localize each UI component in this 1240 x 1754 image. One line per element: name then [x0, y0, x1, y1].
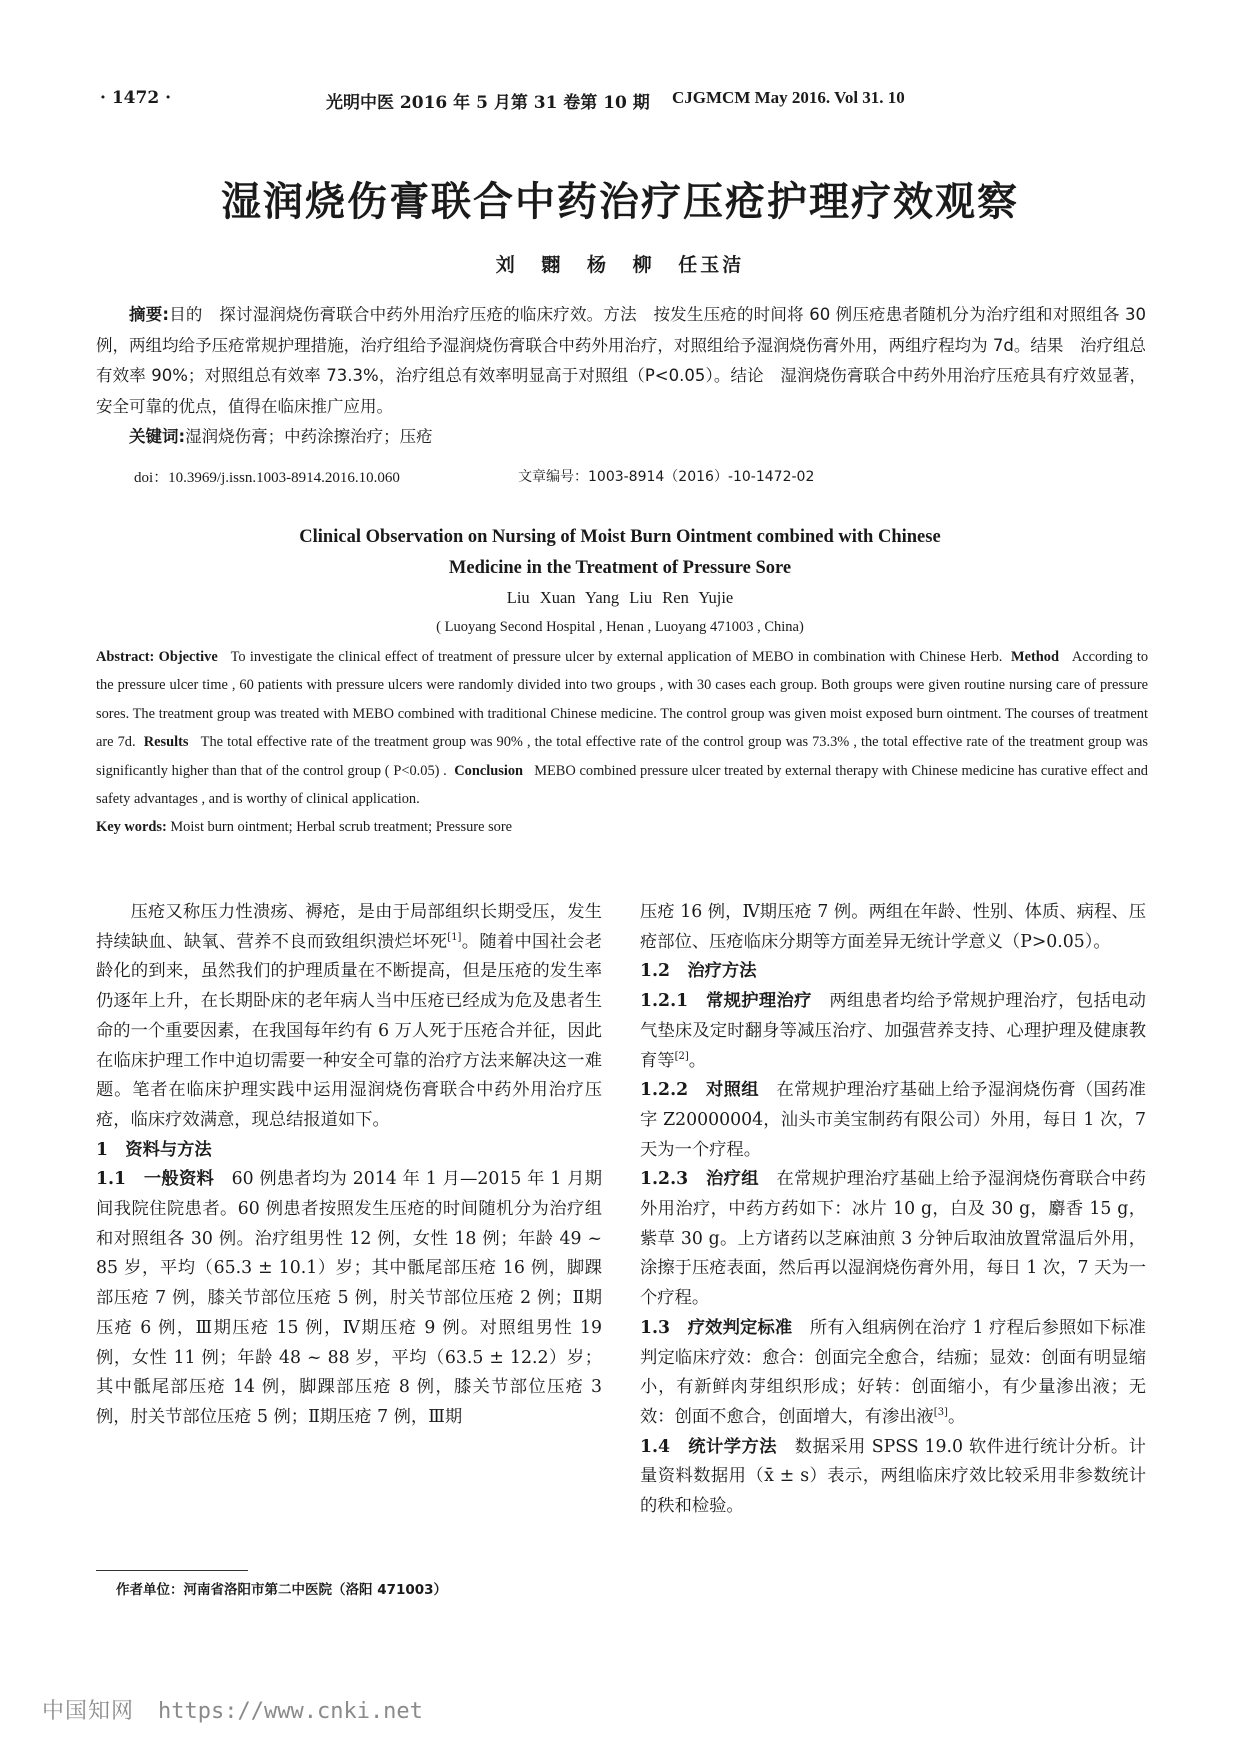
english-affiliation: ( Luoyang Second Hospital , Henan , Luoyang 471003 , China) [436, 619, 804, 635]
ref-1: [1] [447, 931, 462, 943]
section-1-2-1-heading: 常规护理治疗 [706, 991, 812, 1012]
continued-text: 压疮 16 例，Ⅳ期压疮 7 例。两组在年龄、性别、体质、病程、压疮部位、压疮临床分期等方面差异无统计学意义（P>0.05）。 [640, 902, 1146, 952]
paper-title: 湿润烧伤膏联合中药治疗压疮护理疗效观察 [221, 179, 1019, 225]
en-keywords-label: Key words: [96, 819, 167, 836]
english-title [0, 522, 1240, 584]
body-right-column [640, 898, 1146, 1522]
section-1-3-number: 1.3 [640, 1317, 671, 1338]
conclusion-label: Conclusion [454, 762, 524, 779]
page-number: · 1472 · [100, 88, 171, 108]
cnki-url: https://www.cnki.net [158, 1699, 423, 1724]
abstract-cn [96, 300, 1146, 453]
journal-cn: 光明中医 2016 年 5 月第 31 卷第 10 期 [326, 93, 650, 113]
english-title-line1: Clinical Observation on Nursing of Moist Burn Ointment combined with Chinese [299, 527, 941, 547]
section-1-3-heading: 疗效判定标准 [687, 1317, 793, 1338]
english-authors: Liu Xuan Yang Liu Ren Yujie [506, 588, 734, 607]
keywords: 湿润烧伤膏；中药涂擦治疗；压疮 [185, 427, 433, 446]
authors: 刘 翾 杨 柳 任玉洁 [495, 254, 745, 276]
section-1-1-text: 60 例患者均为 2014 年 1 月—2015 年 1 月期间我院住院患者。60 例患者按照发生压疮的时间随机分为治疗组和对照组各 30 例。治疗组男性 12 例，女性 18 例；年龄 49 ~ 85 岁，平均（65.3 ± 10.1）岁；其中骶尾部压疮 16 例，脚踝部压疮 7 例，膝关节部位压疮 5 例，肘关节部位压疮 2 例；Ⅱ期压疮 6 例，Ⅲ期压疮 15 例，Ⅳ期压疮 9 例。对照组男性 19 例，女性 11 例；年龄 48 ~ 88 岁，平均（63.5 ± 12.2）岁；其中骶尾部压疮 14 例，脚踝部压疮 8 例，膝关节部位压疮 3 例，肘关节部位压疮 5 例；Ⅱ期压疮 7 例，Ⅲ期 [96, 1169, 602, 1427]
abstract-objective: To investigate the clinical effect of treatment of pressure ulcer by external application of MEBO in combination with Chinese Herb. [230, 649, 1003, 665]
method-label: Method [1010, 649, 1059, 665]
section-1-2-1-number: 1.2.1 [640, 991, 689, 1012]
abstract-objective-label: Abstract: Objective [96, 649, 218, 665]
section-1-3-end: 。 [947, 1406, 966, 1427]
section-1-2-2-heading: 对照组 [706, 1080, 759, 1101]
section-1-2-1-text: 两组患者均给予常规护理治疗，包括电动气垫床及定时翻身等减压治疗、加强营养支持、心理护理及健康教育等 [640, 991, 1146, 1071]
section-1-heading: 1 资料与方法 [96, 1139, 212, 1160]
abstract-label: 摘要: [129, 305, 169, 324]
section-1-2-3-heading: 治疗组 [706, 1169, 759, 1190]
intro-paragraph [96, 898, 602, 1136]
section-1-2-2-number: 1.2.2 [640, 1080, 689, 1101]
section-1-4-heading: 统计学方法 [688, 1436, 778, 1457]
abstract-text: 目的 探讨湿润烧伤膏联合中药外用治疗压疮的临床疗效。方法 按发生压疮的时间将 60 例压疮患者随机分为治疗组和对照组各 30 例，两组均给予压疮常规护理措施，治疗组给予湿润烧伤膏联合中药外用治疗，对照组给予湿润烧伤膏外用，两组疗程均为 7d。结果 治疗组总有效率 90%；对照组总有效率 73.3%，治疗组总有效率明显高于对照组（P<0.05）。结论 湿润烧伤膏联合中药外用治疗压疮具有疗效显著，安全可靠的优点，值得在临床推广应用。 [96, 305, 1146, 416]
english-title-line2: Medicine in the Treatment of Pressure Sore [448, 558, 792, 578]
section-1-4-number: 1.4 [640, 1436, 671, 1457]
journal-en: CJGMCM May 2016. Vol 31. 10 [672, 88, 905, 107]
intro-text-a: 压疮又称压力性溃疡、褥疮，是由于局部组织长期受压，发生持续缺血、缺氧、营养不良而致组织溃烂坏死 [96, 902, 602, 952]
body-left-column [96, 898, 602, 1433]
ref-3: [3] [933, 1407, 948, 1419]
results-label: Results [143, 734, 189, 751]
section-1-2-3-number: 1.2.3 [640, 1169, 689, 1190]
section-1-4-text: 数据采用 SPSS 19.0 软件进行统计分析。计量资料数据用（x̄ ± s）表示，两组临床疗效比较采用非参数统计的秩和检验。 [640, 1436, 1146, 1517]
doi: doi：10.3969/j.issn.1003-8914.2016.10.060 [134, 470, 400, 486]
abstract-results: The total effective rate of the treatment group was 90% , the total effective rate of the control group was 73.3% , the total effective rate of the treatment group was significantly higher than that of the control group ( P<0.05) . [96, 734, 1149, 779]
section-1-3-text: 所有入组病例在治疗 1 疗程后参照如下标准判定临床疗效：愈合：创面完全愈合，结痂；显效：创面有明显缩小，有新鲜肉芽组织形成；好转：创面缩小，有少量渗出液；无效：创面不愈合，创面增大，有渗出液 [640, 1317, 1146, 1427]
section-1-2-3-text: 在常规护理治疗基础上给予湿润烧伤膏联合中药外用治疗，中药方药如下：冰片 10 g，白及 30 g，麝香 15 g，紫草 30 g。上方诸药以芝麻油煎 3 分钟后取油放置常温后外用，涂擦于压疮表面，然后再以湿润烧伤膏外用，每日 1 次，7 天为一个疗程。 [640, 1169, 1146, 1309]
article-number: 文章编号：1003-8914（2016）-10-1472-02 [518, 469, 815, 485]
author-affiliation-footnote: 作者单位：河南省洛阳市第二中医院（洛阳 471003） [116, 1582, 448, 1598]
intro-text-b: 。随着中国社会老龄化的到来，虽然我们的护理质量在不断提高，但是压疮的发生率仍逐年上升，在长期卧床的老年病人当中压疮已经成为危及患者生命的一个重要因素，在我国每年约有 6 万人死于压疮合并征，因此在临床护理工作中迫切需要一种安全可靠的治疗方法来解决这一难题。笔者在临床护理实践中运用湿润烧伤膏联合中药外用治疗压疮，临床疗效满意，现总结报道如下。 [96, 931, 602, 1130]
abstract-method: According to the pressure ulcer time , 60 patients with pressure ulcers were randomly divided into two groups , with 30 cases each group. Both groups were given routine nursing care of pressure sores. The treatment group was treated with MEBO combined with traditional Chinese medicine. The control group was given moist exposed burn ointment. The courses of treatment are 7d. [96, 649, 1149, 751]
abstract-conclusion: MEBO combined pressure ulcer treated by external therapy with Chinese medicine has curative effect and safety advantages , and is worthy of clinical application. [96, 762, 1148, 808]
abstract-en [96, 643, 1148, 842]
section-1-2-2-text: 在常规护理治疗基础上给予湿润烧伤膏（国药准字 Z20000004，汕头市美宝制药有限公司）外用，每日 1 次，7 天为一个疗程。 [640, 1080, 1146, 1160]
section-1-2-heading: 1.2 治疗方法 [640, 961, 757, 982]
cnki-logo: 中国知网 [42, 1699, 135, 1724]
cnki-watermark [42, 1694, 423, 1725]
en-keywords: Moist burn ointment; Herbal scrub treatment; Pressure sore [170, 819, 513, 836]
keywords-label: 关键词: [129, 427, 186, 446]
section-1-1-number: 1.1 [96, 1169, 127, 1190]
ref-2: [2] [674, 1050, 689, 1062]
section-1-2-1-end: 。 [688, 1050, 707, 1071]
section-1-1-heading: 一般资料 [143, 1169, 215, 1190]
footnote-rule [96, 1570, 248, 1571]
